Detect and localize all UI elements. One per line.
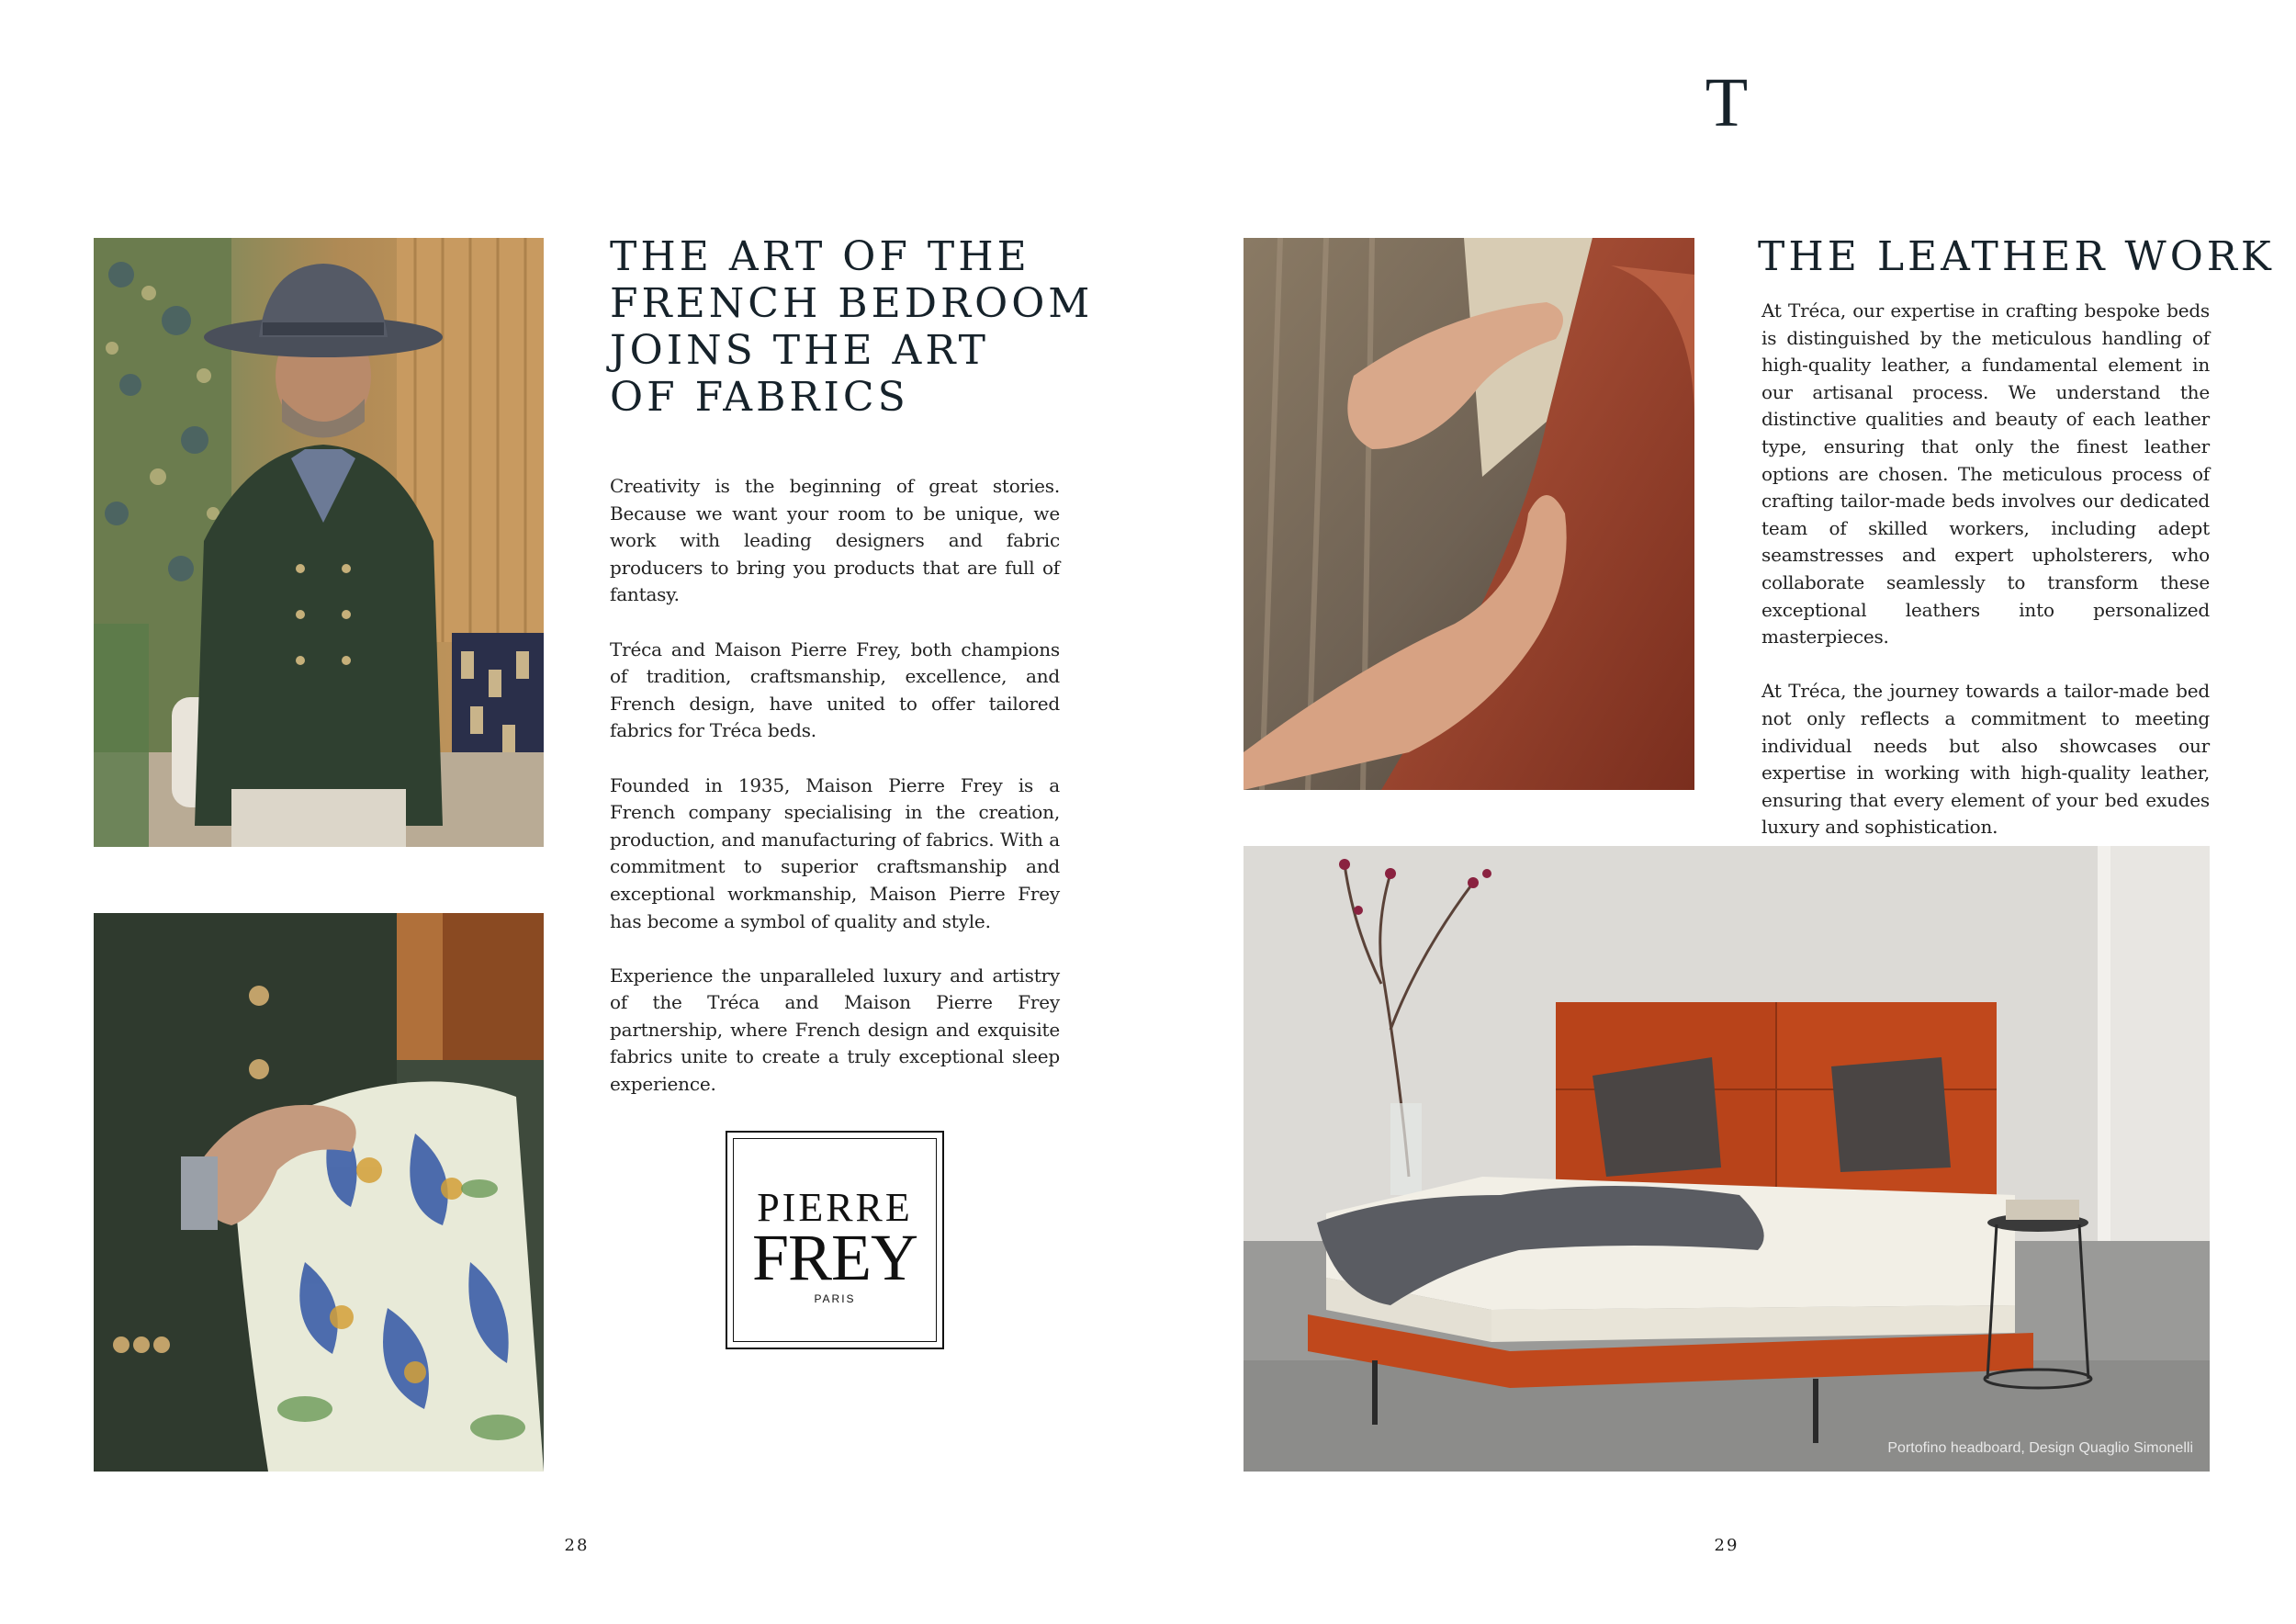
pierre-frey-logo (726, 1131, 944, 1349)
right-monogram: T (1705, 64, 1749, 141)
logo-text-paris: PARIS (814, 1292, 856, 1305)
left-heading (610, 233, 1124, 421)
right-body-text (1761, 298, 2210, 868)
fabric-detail-photo (94, 913, 544, 1472)
left-paragraph: Founded in 1935, Maison Pierre Frey is a French company specialising in the creation, production, and manufacturing of fabrics. With a commitment to superior craftsmanship and exceptional workmanship, Maison Pierre Frey has become a symbol of quality and style. (610, 773, 1060, 932)
photo-caption: Portofino headboard, Design Quaglio Simonelli (1887, 1440, 2193, 1456)
left-heading-line: FRENCH BEDROOM (610, 280, 1094, 327)
left-paragraph: Tréca and Maison Pierre Frey, both champions of tradition, craftsmanship, excellence, and French design, have united to offer tailored fabrics for Tréca beds. (610, 637, 1060, 742)
logo-text-frey: FREY (751, 1221, 918, 1294)
left-page-number: 28 (564, 1536, 590, 1555)
right-heading: THE LEATHER WORK (1758, 233, 2275, 280)
right-paragraph: At Tréca, the journey towards a tailor-made bed not only reflects a commitment to meeting individual needs but also showcases our expertise in working with high-quality leather, ensuring that every element of your bed exudes luxury and sophistication. (1761, 680, 2210, 839)
portrait-photo (94, 238, 544, 847)
left-paragraph: Creativity is the beginning of great stories. Because we want your room to be unique, we work with leading designers and fabric producers to bring you products that are full of fantasy. (610, 475, 1060, 606)
right-paragraph: At Tréca, our expertise in crafting bespoke beds is distinguished by the meticulous handling of high-quality leather, a fundamental element in our artisanal process. We understand the distinctive qualities and beauty of each leather type, ensuring that only the finest leather options are chosen. The meticulous process of crafting tailor-made beds involves our dedicated team of skilled workers, including adept seamstresses and expert upholsterers, who collaborate seamlessly to transform these exceptional leathers into personalized masterpieces. (1761, 299, 2210, 648)
right-page-number: 29 (1714, 1536, 1739, 1555)
leather-hands-photo (1244, 238, 1694, 790)
leather-bed-photo (1244, 846, 2210, 1472)
left-heading-line: THE ART OF THE (610, 233, 1030, 280)
left-paragraph: Experience the unparalleled luxury and artistry of the Tréca and Maison Pierre Frey partnership, where French design and exquisite fabrics unite to create a truly exceptional sleep experience. (610, 964, 1060, 1096)
logo-text-pierre: PIERRE (757, 1185, 913, 1230)
left-body-text (610, 473, 1060, 1125)
left-heading-line: JOINS THE ART (610, 327, 990, 374)
left-heading-line: OF FABRICS (610, 374, 909, 421)
